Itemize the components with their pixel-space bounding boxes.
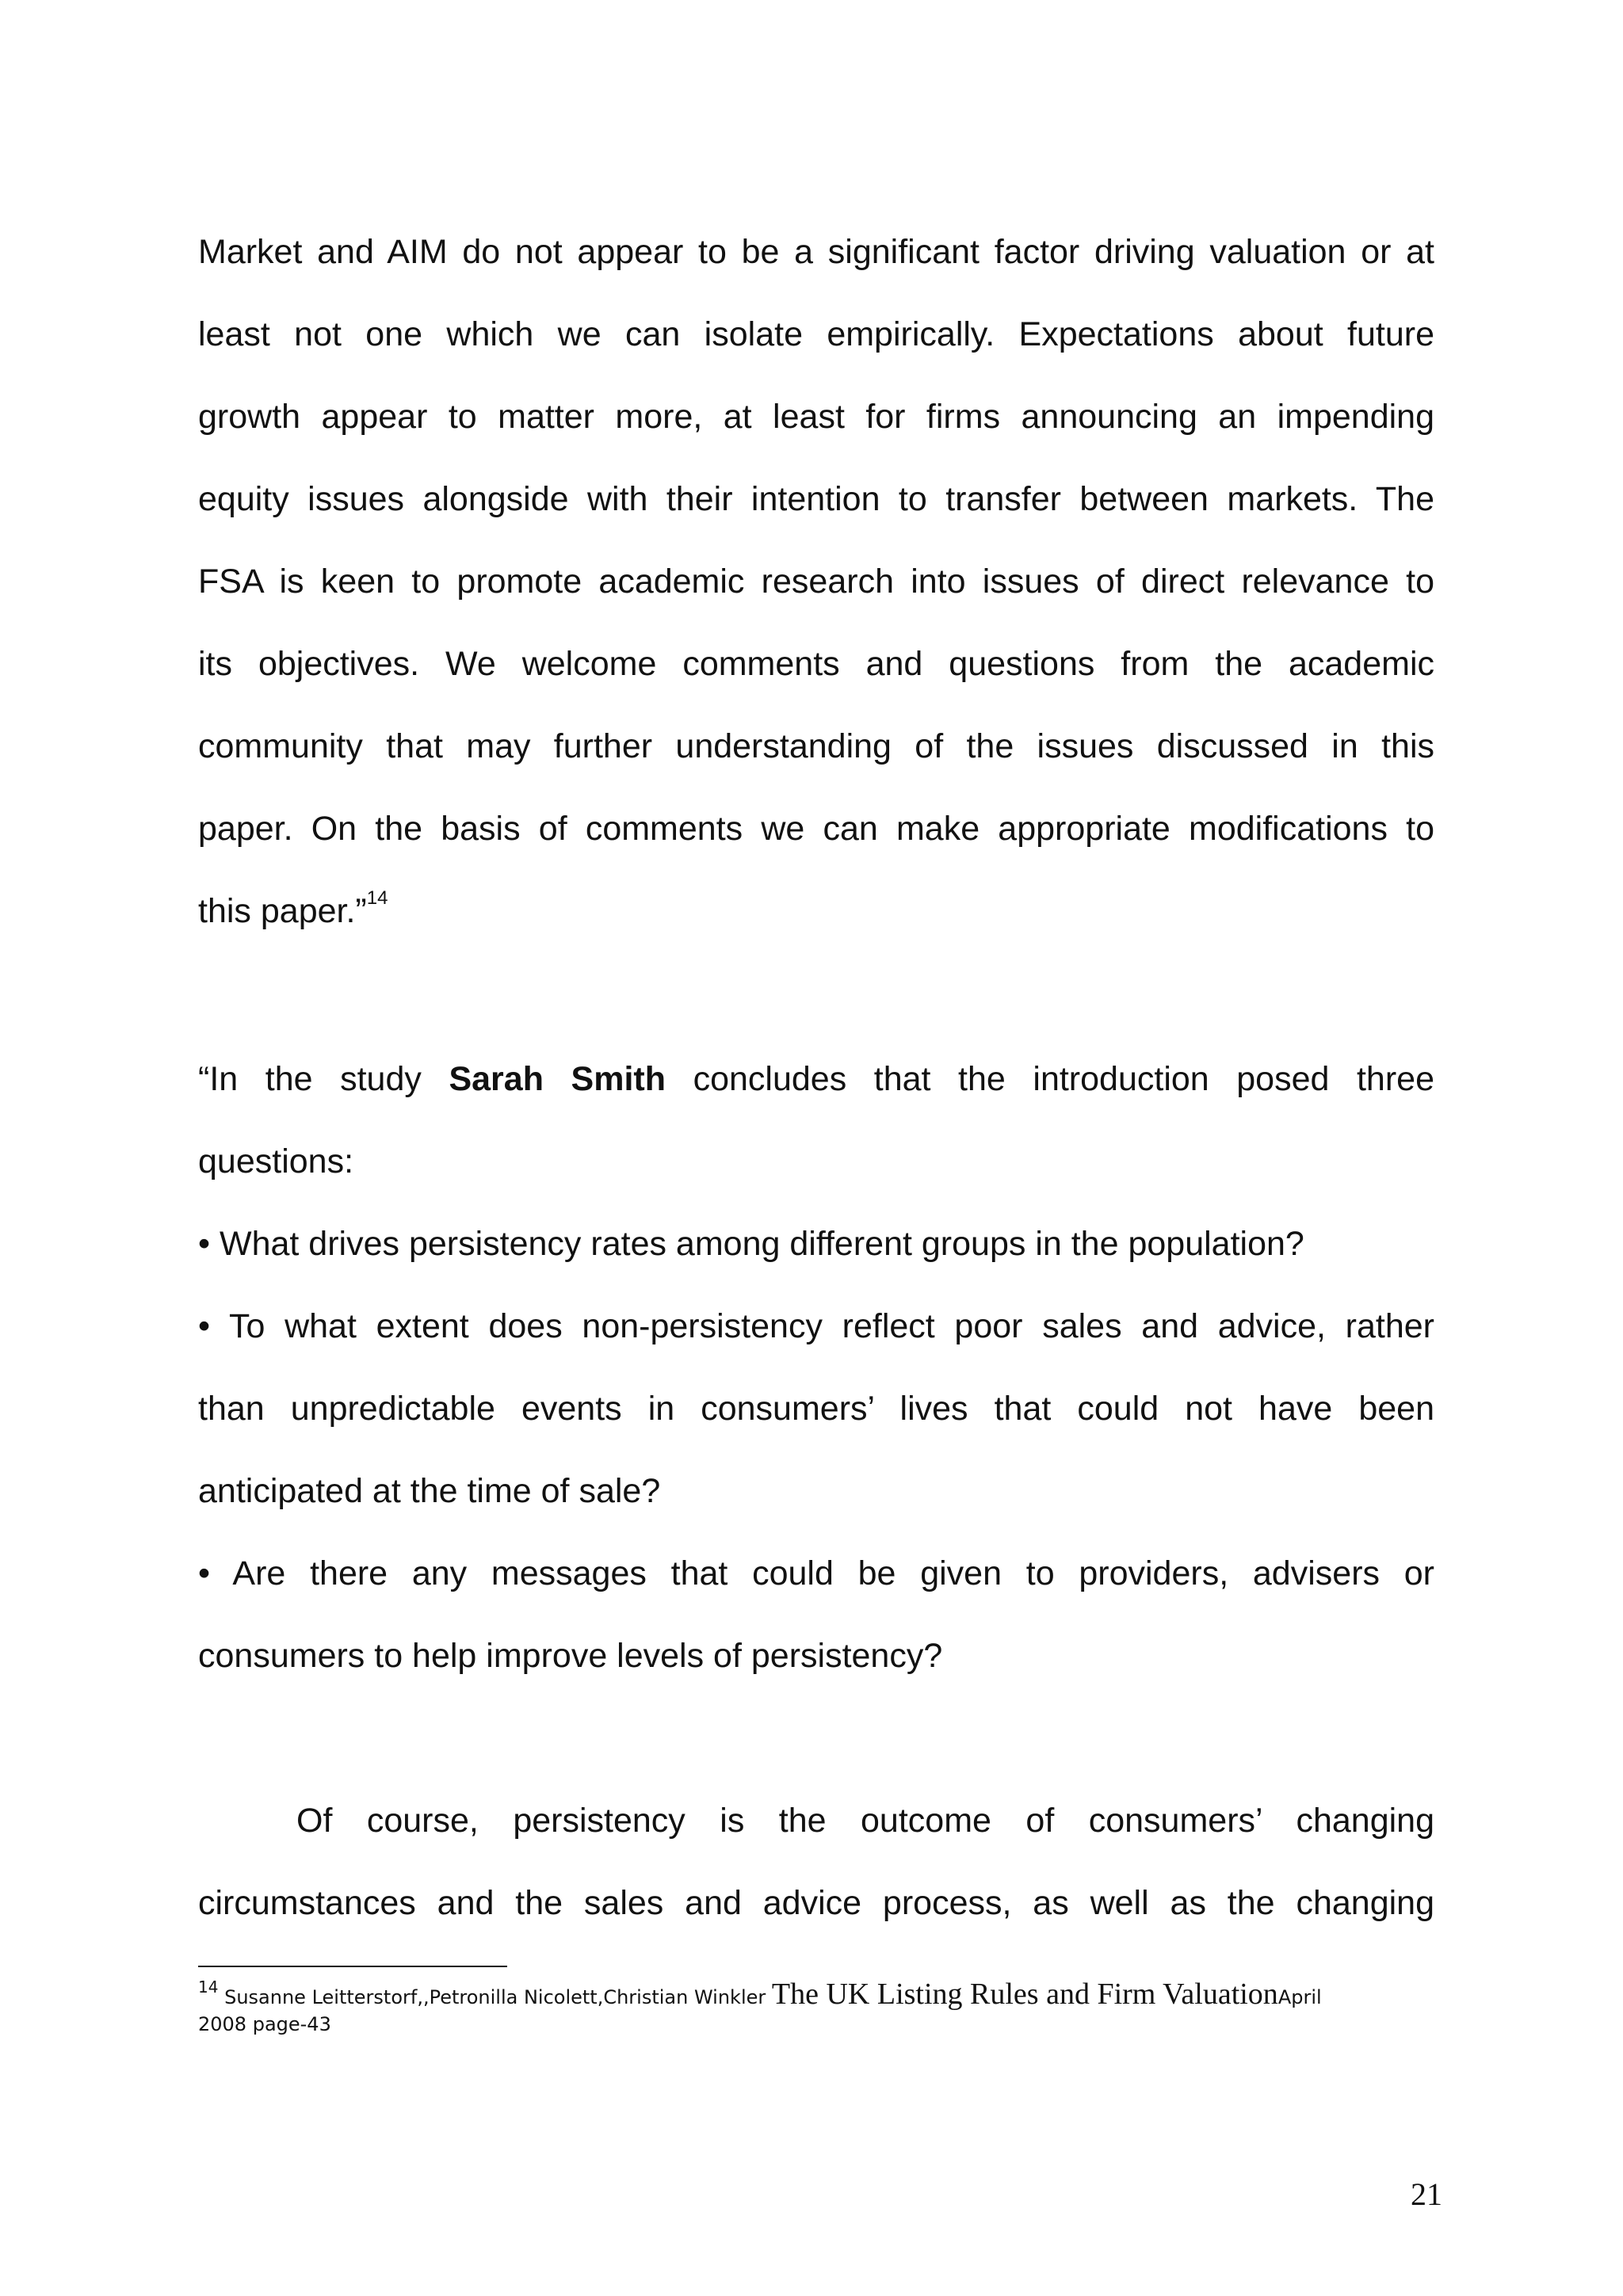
paragraph-line: growth appear to matter more, at least for firms announcing an impending	[198, 398, 1434, 436]
footnote-separator	[198, 1966, 507, 1967]
footnote	[198, 1979, 1434, 2039]
paragraph-line: community that may further understanding of the issues discussed in this	[198, 727, 1434, 765]
paragraph-line: its objectives. We welcome comments and questions from the academic	[198, 645, 1434, 683]
paragraph-text: “In the study	[198, 1060, 422, 1098]
footnote-reference[interactable]: 14	[366, 887, 388, 909]
bullet-item-2-line: • To what extent does non-persistency reflect poor sales and advice, rather	[198, 1307, 1434, 1345]
paragraph-line: Market and AIM do not appear to be a significant factor driving valuation or at	[198, 233, 1434, 271]
paragraph-line: circumstances and the sales and advice process, as well as the changing	[198, 1884, 1434, 1922]
bullet-item-3-line: • Are there any messages that could be given to providers, advisers or	[198, 1554, 1434, 1592]
footnote-line-2: 2008 page-43	[198, 2013, 331, 2035]
footnote-title: The UK Listing Rules and Firm Valuation	[771, 1978, 1278, 2011]
paragraph-text: concludes that the introduction posed three	[693, 1060, 1434, 1098]
paragraph-line: least not one which we can isolate empirically. Expectations about future	[198, 315, 1434, 353]
paragraph-text: this paper.”	[198, 892, 367, 930]
paragraph-last-line	[198, 887, 1434, 935]
paragraph-line: paper. On the basis of comments we can make appropriate modifications to	[198, 810, 1434, 848]
paragraph-line-indented: Of course, persistency is the outcome of consumers’ changing	[296, 1802, 1434, 1840]
author-name: Sarah Smith	[449, 1060, 666, 1098]
paragraph-line: FSA is keen to promote academic research into issues of direct relevance to	[198, 563, 1434, 601]
page-number: 21	[1411, 2176, 1442, 2212]
paragraph-line-with-name	[198, 1055, 1434, 1103]
paragraph-line: questions:	[198, 1142, 354, 1180]
bullet-item-3-last-line: consumers to help improve levels of persistency?	[198, 1637, 943, 1675]
bullet-item-1: • What drives persistency rates among different groups in the population?	[198, 1225, 1304, 1263]
footnote-date: April	[1277, 1986, 1322, 2008]
footnote-line-1	[198, 1979, 1434, 2009]
bullet-item-2-line: than unpredictable events in consumers’ lives that could not have been	[198, 1390, 1434, 1428]
footnote-number: 14	[198, 1978, 219, 1997]
footnote-authors: Susanne Leitterstorf,,Petronilla Nicolett,Christian Winkler	[224, 1986, 766, 2008]
paragraph-line: equity issues alongside with their intention to transfer between markets. The	[198, 480, 1434, 518]
bullet-item-2-last-line: anticipated at the time of sale?	[198, 1472, 661, 1510]
